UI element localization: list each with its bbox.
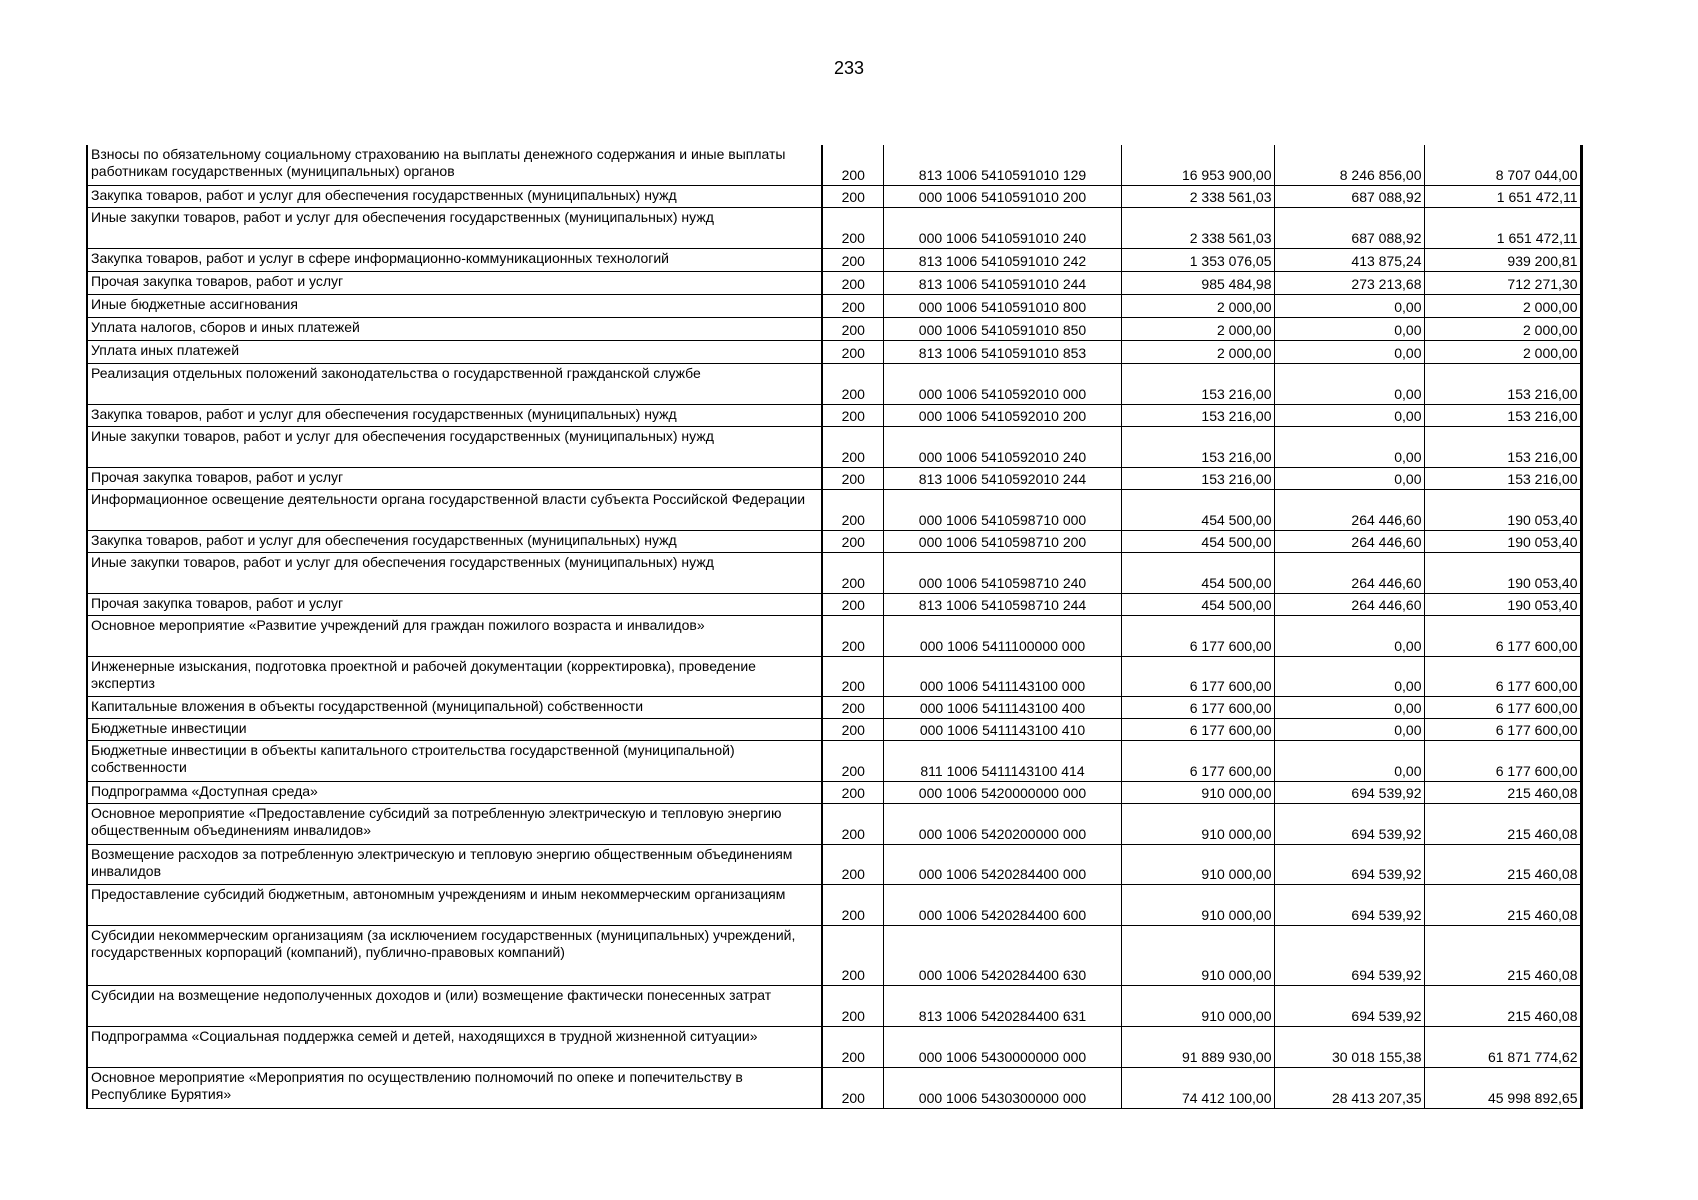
row-name-cell: Основное мероприятие «Мероприятия по осуществлению полномочий по опеке и попечительству в Республике Бурятия» <box>87 1067 822 1108</box>
row-kbk-cell: 000 1006 5410591010 240 <box>883 207 1121 248</box>
row-value-2-cell: 0,00 <box>1274 740 1424 781</box>
row-name-cell: Прочая закупка товаров, работ и услуг <box>87 271 822 294</box>
row-value-1-cell: 910 000,00 <box>1121 884 1274 925</box>
row-value-3-cell: 190 053,40 <box>1424 552 1581 593</box>
table-row <box>87 803 1581 844</box>
row-value-3-cell: 190 053,40 <box>1424 593 1581 615</box>
row-value-3-cell: 2 000,00 <box>1424 340 1581 363</box>
row-value-1-cell: 2 000,00 <box>1121 317 1274 340</box>
table-row <box>87 530 1581 552</box>
row-value-2-cell: 28 413 207,35 <box>1274 1067 1424 1108</box>
table-row <box>87 740 1581 781</box>
row-kbk-cell: 000 1006 5430000000 000 <box>883 1026 1121 1067</box>
row-kbk-cell: 813 1006 5410591010 244 <box>883 271 1121 294</box>
row-value-3-cell: 215 460,08 <box>1424 985 1581 1026</box>
row-value-3-cell: 153 216,00 <box>1424 426 1581 467</box>
table-row <box>87 656 1581 696</box>
row-value-3-cell: 215 460,08 <box>1424 844 1581 884</box>
row-kbk-cell: 000 1006 5410591010 200 <box>883 185 1121 207</box>
row-value-1-cell: 16 953 900,00 <box>1121 145 1274 185</box>
table-row <box>87 185 1581 207</box>
table-row <box>87 593 1581 615</box>
row-value-3-cell: 153 216,00 <box>1424 404 1581 426</box>
row-value-2-cell: 694 539,92 <box>1274 803 1424 844</box>
table-row <box>87 1067 1581 1108</box>
row-code-cell: 200 <box>822 1067 883 1108</box>
row-kbk-cell: 000 1006 5410591010 850 <box>883 317 1121 340</box>
row-value-1-cell: 74 412 100,00 <box>1121 1067 1274 1108</box>
row-kbk-cell: 000 1006 5411143100 000 <box>883 656 1121 696</box>
row-kbk-cell: 813 1006 5410591010 853 <box>883 340 1121 363</box>
row-code-cell: 200 <box>822 615 883 656</box>
row-value-1-cell: 153 216,00 <box>1121 363 1274 404</box>
row-value-3-cell: 215 460,08 <box>1424 884 1581 925</box>
row-name-cell: Уплата иных платежей <box>87 340 822 363</box>
row-value-1-cell: 985 484,98 <box>1121 271 1274 294</box>
row-value-1-cell: 910 000,00 <box>1121 925 1274 985</box>
table-row <box>87 404 1581 426</box>
page-number: 233 <box>833 58 865 78</box>
row-name-cell: Закупка товаров, работ и услуг в сфере информационно-коммуникационных технологий <box>87 248 822 271</box>
row-code-cell: 200 <box>822 718 883 740</box>
row-code-cell: 200 <box>822 803 883 844</box>
row-kbk-cell: 000 1006 5420284400 600 <box>883 884 1121 925</box>
row-name-cell: Капитальные вложения в объекты государственной (муниципальной) собственности <box>87 696 822 718</box>
row-kbk-cell: 813 1006 5410591010 129 <box>883 145 1121 185</box>
row-name-cell: Бюджетные инвестиции <box>87 718 822 740</box>
row-value-2-cell: 0,00 <box>1274 656 1424 696</box>
row-code-cell: 200 <box>822 925 883 985</box>
row-value-1-cell: 910 000,00 <box>1121 844 1274 884</box>
table-row <box>87 271 1581 294</box>
budget-table <box>86 145 1583 1109</box>
row-name-cell: Основное мероприятие «Развитие учреждений для граждан пожилого возраста и инвалидов» <box>87 615 822 656</box>
row-kbk-cell: 000 1006 5420284400 000 <box>883 844 1121 884</box>
row-code-cell: 200 <box>822 489 883 530</box>
row-name-cell: Иные закупки товаров, работ и услуг для обеспечения государственных (муниципальных) нужд <box>87 552 822 593</box>
row-value-2-cell: 264 446,60 <box>1274 552 1424 593</box>
row-code-cell: 200 <box>822 294 883 317</box>
row-value-2-cell: 694 539,92 <box>1274 781 1424 803</box>
row-name-cell: Подпрограмма «Доступная среда» <box>87 781 822 803</box>
row-kbk-cell: 000 1006 5411143100 410 <box>883 718 1121 740</box>
row-value-2-cell: 264 446,60 <box>1274 530 1424 552</box>
row-name-cell: Иные закупки товаров, работ и услуг для обеспечения государственных (муниципальных) нужд <box>87 426 822 467</box>
row-value-1-cell: 454 500,00 <box>1121 552 1274 593</box>
row-kbk-cell: 000 1006 5411143100 400 <box>883 696 1121 718</box>
row-value-1-cell: 454 500,00 <box>1121 530 1274 552</box>
row-value-3-cell: 215 460,08 <box>1424 803 1581 844</box>
row-name-cell: Возмещение расходов за потребленную электрическую и тепловую энергию общественным объединениям инвалидов <box>87 844 822 884</box>
table-row <box>87 467 1581 489</box>
row-value-3-cell: 45 998 892,65 <box>1424 1067 1581 1108</box>
row-value-3-cell: 2 000,00 <box>1424 317 1581 340</box>
row-value-1-cell: 6 177 600,00 <box>1121 615 1274 656</box>
row-value-2-cell: 687 088,92 <box>1274 207 1424 248</box>
row-name-cell: Прочая закупка товаров, работ и услуг <box>87 593 822 615</box>
row-code-cell: 200 <box>822 185 883 207</box>
row-value-3-cell: 215 460,08 <box>1424 781 1581 803</box>
row-value-2-cell: 273 213,68 <box>1274 271 1424 294</box>
row-code-cell: 200 <box>822 340 883 363</box>
row-kbk-cell: 813 1006 5420284400 631 <box>883 985 1121 1026</box>
row-value-1-cell: 6 177 600,00 <box>1121 696 1274 718</box>
row-value-2-cell: 694 539,92 <box>1274 844 1424 884</box>
row-value-2-cell: 0,00 <box>1274 340 1424 363</box>
row-name-cell: Закупка товаров, работ и услуг для обеспечения государственных (муниципальных) нужд <box>87 404 822 426</box>
row-value-2-cell: 694 539,92 <box>1274 925 1424 985</box>
row-kbk-cell: 000 1006 5410592010 240 <box>883 426 1121 467</box>
row-value-2-cell: 0,00 <box>1274 426 1424 467</box>
row-value-3-cell: 61 871 774,62 <box>1424 1026 1581 1067</box>
row-code-cell: 200 <box>822 404 883 426</box>
table-row <box>87 340 1581 363</box>
row-value-1-cell: 153 216,00 <box>1121 467 1274 489</box>
row-value-3-cell: 1 651 472,11 <box>1424 185 1581 207</box>
row-kbk-cell: 000 1006 5410598710 000 <box>883 489 1121 530</box>
row-value-1-cell: 454 500,00 <box>1121 593 1274 615</box>
row-value-1-cell: 2 338 561,03 <box>1121 185 1274 207</box>
row-code-cell: 200 <box>822 696 883 718</box>
row-code-cell: 200 <box>822 145 883 185</box>
row-name-cell: Закупка товаров, работ и услуг для обеспечения государственных (муниципальных) нужд <box>87 530 822 552</box>
table-row <box>87 363 1581 404</box>
row-kbk-cell: 000 1006 5410598710 200 <box>883 530 1121 552</box>
row-code-cell: 200 <box>822 363 883 404</box>
row-value-1-cell: 1 353 076,05 <box>1121 248 1274 271</box>
row-code-cell: 200 <box>822 207 883 248</box>
row-code-cell: 200 <box>822 740 883 781</box>
row-name-cell: Бюджетные инвестиции в объекты капитального строительства государственной (муниципальной) собственности <box>87 740 822 781</box>
row-code-cell: 200 <box>822 844 883 884</box>
row-kbk-cell: 000 1006 5420000000 000 <box>883 781 1121 803</box>
table-row <box>87 985 1581 1026</box>
row-value-2-cell: 694 539,92 <box>1274 985 1424 1026</box>
row-code-cell: 200 <box>822 317 883 340</box>
row-code-cell: 200 <box>822 593 883 615</box>
row-value-2-cell: 0,00 <box>1274 363 1424 404</box>
table-row <box>87 925 1581 985</box>
row-name-cell: Реализация отдельных положений законодательства о государственной гражданской службе <box>87 363 822 404</box>
table-row <box>87 781 1581 803</box>
row-value-2-cell: 413 875,24 <box>1274 248 1424 271</box>
row-value-2-cell: 687 088,92 <box>1274 185 1424 207</box>
row-value-1-cell: 6 177 600,00 <box>1121 740 1274 781</box>
row-code-cell: 200 <box>822 248 883 271</box>
row-value-2-cell: 30 018 155,38 <box>1274 1026 1424 1067</box>
row-value-1-cell: 2 000,00 <box>1121 294 1274 317</box>
row-code-cell: 200 <box>822 656 883 696</box>
table-row <box>87 248 1581 271</box>
row-value-3-cell: 1 651 472,11 <box>1424 207 1581 248</box>
row-value-1-cell: 2 000,00 <box>1121 340 1274 363</box>
row-name-cell: Иные закупки товаров, работ и услуг для обеспечения государственных (муниципальных) нужд <box>87 207 822 248</box>
row-kbk-cell: 000 1006 5410598710 240 <box>883 552 1121 593</box>
row-code-cell: 200 <box>822 552 883 593</box>
table-row <box>87 615 1581 656</box>
row-value-3-cell: 712 271,30 <box>1424 271 1581 294</box>
row-kbk-cell: 811 1006 5411143100 414 <box>883 740 1121 781</box>
row-value-1-cell: 910 000,00 <box>1121 803 1274 844</box>
table-row <box>87 145 1581 185</box>
row-value-3-cell: 190 053,40 <box>1424 530 1581 552</box>
row-value-2-cell: 694 539,92 <box>1274 884 1424 925</box>
row-value-2-cell: 0,00 <box>1274 294 1424 317</box>
row-name-cell: Субсидии на возмещение недополученных доходов и (или) возмещение фактически понесенных затрат <box>87 985 822 1026</box>
row-value-2-cell: 0,00 <box>1274 467 1424 489</box>
row-value-2-cell: 0,00 <box>1274 317 1424 340</box>
row-name-cell: Прочая закупка товаров, работ и услуг <box>87 467 822 489</box>
row-name-cell: Основное мероприятие «Предоставление субсидий за потребленную электрическую и тепловую энергию общественным объединениям инвалидов» <box>87 803 822 844</box>
row-kbk-cell: 000 1006 5411100000 000 <box>883 615 1121 656</box>
row-value-3-cell: 190 053,40 <box>1424 489 1581 530</box>
row-code-cell: 200 <box>822 985 883 1026</box>
table-row <box>87 696 1581 718</box>
row-value-3-cell: 6 177 600,00 <box>1424 740 1581 781</box>
row-value-2-cell: 8 246 856,00 <box>1274 145 1424 185</box>
table-row <box>87 207 1581 248</box>
row-value-3-cell: 6 177 600,00 <box>1424 718 1581 740</box>
row-value-2-cell: 264 446,60 <box>1274 593 1424 615</box>
row-code-cell: 200 <box>822 426 883 467</box>
table-row <box>87 317 1581 340</box>
row-name-cell: Взносы по обязательному социальному страхованию на выплаты денежного содержания и иные выплаты работникам государственных (муниципальных) органов <box>87 145 822 185</box>
row-value-3-cell: 6 177 600,00 <box>1424 696 1581 718</box>
row-name-cell: Информационное освещение деятельности органа государственной власти субъекта Российской Федерации <box>87 489 822 530</box>
row-value-1-cell: 2 338 561,03 <box>1121 207 1274 248</box>
row-value-3-cell: 6 177 600,00 <box>1424 656 1581 696</box>
row-value-1-cell: 6 177 600,00 <box>1121 718 1274 740</box>
row-value-2-cell: 0,00 <box>1274 404 1424 426</box>
table-row <box>87 844 1581 884</box>
row-kbk-cell: 000 1006 5420200000 000 <box>883 803 1121 844</box>
row-value-2-cell: 264 446,60 <box>1274 489 1424 530</box>
row-value-1-cell: 910 000,00 <box>1121 781 1274 803</box>
row-name-cell: Субсидии некоммерческим организациям (за исключением государственных (муниципальных) учреждений, государственных корпораций (компаний), публично-правовых компаний) <box>87 925 822 985</box>
row-code-cell: 200 <box>822 1026 883 1067</box>
table-row <box>87 426 1581 467</box>
row-name-cell: Уплата налогов, сборов и иных платежей <box>87 317 822 340</box>
row-value-3-cell: 215 460,08 <box>1424 925 1581 985</box>
row-code-cell: 200 <box>822 530 883 552</box>
row-value-3-cell: 6 177 600,00 <box>1424 615 1581 656</box>
row-code-cell: 200 <box>822 781 883 803</box>
row-value-1-cell: 153 216,00 <box>1121 404 1274 426</box>
row-kbk-cell: 000 1006 5410591010 800 <box>883 294 1121 317</box>
row-code-cell: 200 <box>822 271 883 294</box>
row-name-cell: Инженерные изыскания, подготовка проектной и рабочей документации (корректировка), проведение экспертиз <box>87 656 822 696</box>
row-value-3-cell: 939 200,81 <box>1424 248 1581 271</box>
row-kbk-cell: 813 1006 5410591010 242 <box>883 248 1121 271</box>
row-name-cell: Подпрограмма «Социальная поддержка семей и детей, находящихся в трудной жизненной ситуации» <box>87 1026 822 1067</box>
table-row <box>87 884 1581 925</box>
row-value-1-cell: 153 216,00 <box>1121 426 1274 467</box>
table-row <box>87 1026 1581 1067</box>
row-value-2-cell: 0,00 <box>1274 615 1424 656</box>
row-value-3-cell: 8 707 044,00 <box>1424 145 1581 185</box>
table-row <box>87 552 1581 593</box>
row-value-1-cell: 91 889 930,00 <box>1121 1026 1274 1067</box>
row-value-1-cell: 910 000,00 <box>1121 985 1274 1026</box>
row-kbk-cell: 000 1006 5430300000 000 <box>883 1067 1121 1108</box>
table-row <box>87 718 1581 740</box>
row-value-3-cell: 2 000,00 <box>1424 294 1581 317</box>
table-body <box>87 145 1581 1108</box>
row-name-cell: Закупка товаров, работ и услуг для обеспечения государственных (муниципальных) нужд <box>87 185 822 207</box>
row-value-1-cell: 454 500,00 <box>1121 489 1274 530</box>
row-kbk-cell: 000 1006 5420284400 630 <box>883 925 1121 985</box>
row-kbk-cell: 000 1006 5410592010 000 <box>883 363 1121 404</box>
row-kbk-cell: 813 1006 5410592010 244 <box>883 467 1121 489</box>
table-row <box>87 294 1581 317</box>
row-code-cell: 200 <box>822 467 883 489</box>
row-value-2-cell: 0,00 <box>1274 718 1424 740</box>
row-value-1-cell: 6 177 600,00 <box>1121 656 1274 696</box>
row-value-3-cell: 153 216,00 <box>1424 363 1581 404</box>
row-value-2-cell: 0,00 <box>1274 696 1424 718</box>
table-row <box>87 489 1581 530</box>
row-name-cell: Предоставление субсидий бюджетным, автономным учреждениям и иным некоммерческим организациям <box>87 884 822 925</box>
row-kbk-cell: 813 1006 5410598710 244 <box>883 593 1121 615</box>
row-name-cell: Иные бюджетные ассигнования <box>87 294 822 317</box>
row-kbk-cell: 000 1006 5410592010 200 <box>883 404 1121 426</box>
row-code-cell: 200 <box>822 884 883 925</box>
row-value-3-cell: 153 216,00 <box>1424 467 1581 489</box>
